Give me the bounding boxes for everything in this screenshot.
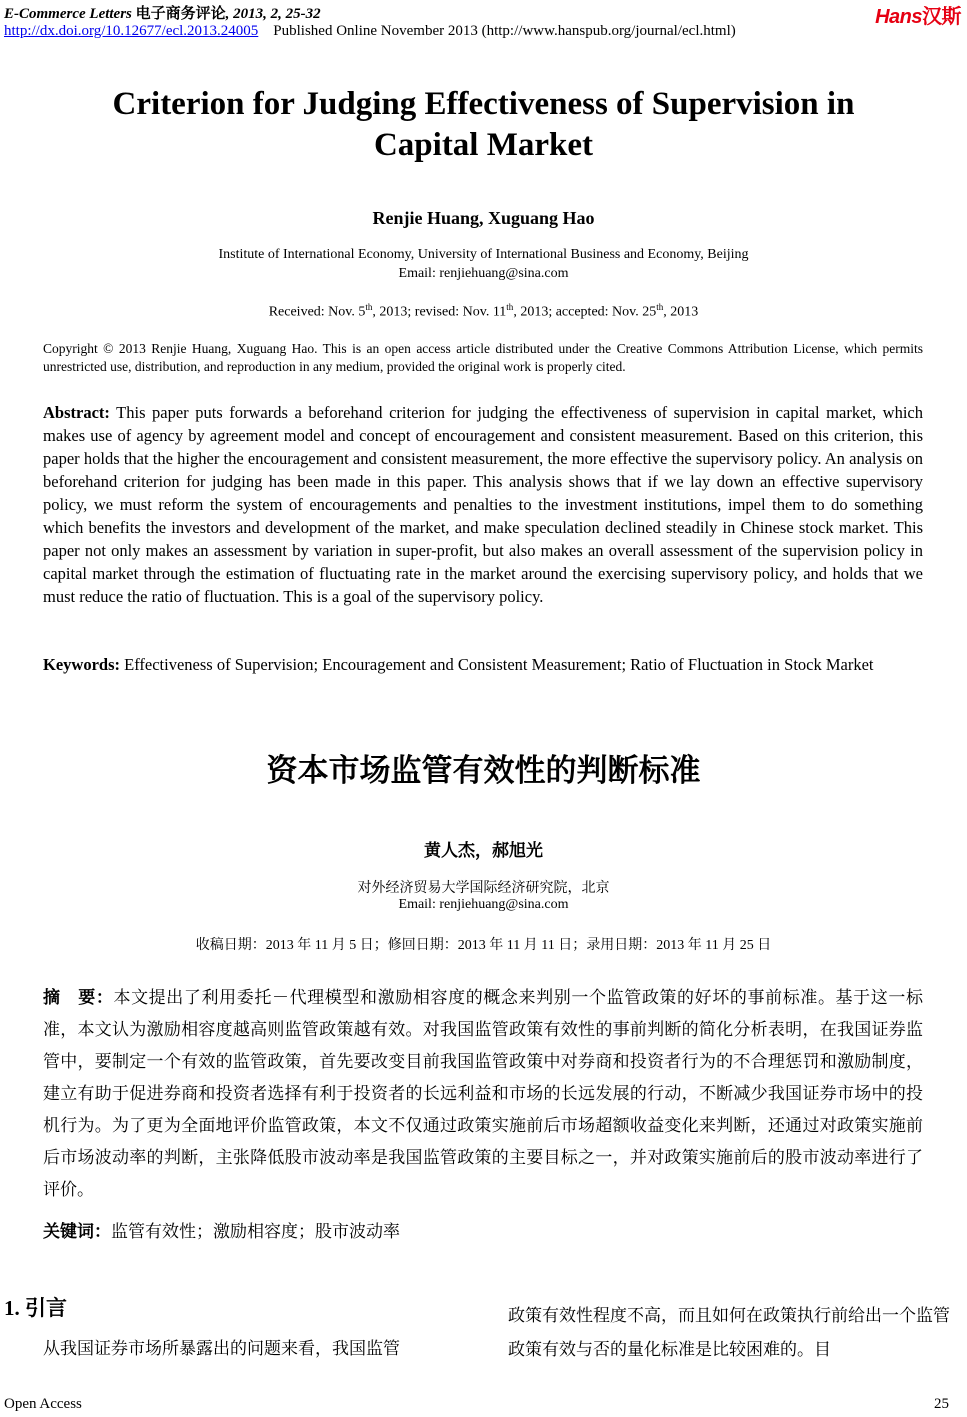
sup: th — [365, 302, 373, 312]
keywords-cn — [43, 1217, 400, 1242]
journal-name: E-Commerce Letters — [4, 6, 132, 22]
received-dates-en — [0, 302, 967, 321]
hans-logo — [875, 0, 961, 29]
title-cn: 资本市场监管有效性的判断标准 — [266, 753, 701, 789]
dates-cn: 收稿日期：2013 年 11 月 5 日；修回日期：2013 年 11 月 11 日；录用日期：2013 年 11 月 25 日 — [195, 938, 772, 953]
abstract-label-cn: 摘 要： — [43, 988, 114, 1007]
affiliation-en: Institute of International Economy, University of International Business and Economy, Beijing — [218, 247, 749, 262]
abstract-label: Abstract: — [43, 403, 110, 422]
logo-text-cn: 汉斯 — [922, 6, 961, 28]
received-text: Received: Nov. 5 — [268, 304, 366, 320]
authors-cn: 黄人杰，郝旭光 — [424, 841, 543, 860]
abstract-en — [43, 401, 923, 608]
sup: th — [656, 302, 664, 312]
abstract-text: This paper puts forwards a beforehand criterion for judging the effectiveness of supervision in capital market, which makes use of agency by agreement model and concept of encouragement and consistent measurement. Based on this criterion, this paper holds that the higher the encouragement and consistent measurement, the more effective the supervisory policy. An analysis on beforehand criterion for judging has been made in this paper. This analysis shows that if we lay down an effective supervisory policy, we must reform the system of encouragements and penalties to the investment institutions, impel them to do something which benefits the investors and development of the market, and make speculation declined steadily in Chinese stock market. This paper not only makes an assessment by variation in super-profit, but also makes an overall assessment of the supervision policy in capital market through the estimation of fluctuating rate in the market around the exercising supervisory policy, and holds that we must reduce the ratio of fluctuation. This is a goal of the supervisory policy. — [43, 403, 923, 606]
title-en-line1: Criterion for Judging Effectiveness of Supervision in — [112, 86, 855, 122]
abstract-text-cn: 本文提出了利用委托－代理模型和激励相容度的概念来判别一个监管政策的好坏的事前标准。基于这一标准，本文认为激励相容度越高则监管政策越有效。对我国监管政策有效性的事前判断的简化分析表明，在我国证券监管中，要制定一个有效的监管政策，首先要改变目前我国监管政策中对券商和投资者行为的不合理惩罚和激励制度，建立有助于促进券商和投资者选择有利于投资者的长远利益和市场的长远发展的行动，不断减少我国证券市场中的投机行为。为了更为全面地评价监管政策，本文不仅通过政策实施前后市场超额收益变化来判断，还通过对政策实施前后市场波动率的判断，主张降低股市波动率是我国监管政策的主要目标之一，并对政策实施前后的股市波动率进行了评价。 — [43, 988, 924, 1199]
sup: th — [506, 302, 514, 312]
copyright-notice: Copyright © 2013 Renjie Huang, Xuguang Hao. This is an open access article distributed under the Creative Commons Attribution License, which permits unrestricted use, distribution, and reproduction in any medium, provided the original work is properly cited. — [43, 341, 923, 374]
keywords-label: Keywords: — [43, 655, 120, 674]
page-number: 25 — [934, 1396, 949, 1412]
body-right-column: 政策有效性程度不高，而且如何在政策执行前给出一个监管政策有效与否的量化标准是比较困难的。目 — [508, 1306, 950, 1359]
logo-text: Hans — [875, 6, 922, 28]
published-info: Published Online November 2013 (http://www.hanspub.org/journal/ecl.html) — [273, 23, 736, 39]
body-left-column: 从我国证券市场所暴露出的问题来看，我国监管 — [43, 1339, 400, 1358]
keywords-en — [43, 653, 923, 676]
abstract-cn — [43, 982, 923, 1206]
year-text: , 2013 — [663, 304, 699, 320]
keywords-label-cn: 关键词： — [43, 1222, 111, 1241]
journal-name-cn: 电子商务评论 — [135, 6, 226, 22]
email-cn: Email: renjiehuang@sina.com — [398, 897, 569, 912]
publication-line — [4, 23, 736, 40]
title-en — [0, 84, 967, 166]
revised-text: , 2013; revised: Nov. 11 — [372, 304, 507, 320]
accepted-text: , 2013; accepted: Nov. 25 — [513, 304, 657, 320]
email-en: Email: renjiehuang@sina.com — [398, 266, 569, 281]
doi-link[interactable]: http://dx.doi.org/10.12677/ecl.2013.24005 — [4, 23, 259, 39]
authors-en: Renjie Huang, Xuguang Hao — [372, 208, 595, 228]
journal-citation: , 2013, 2, 25-32 — [225, 6, 321, 22]
section-heading: 1. 引言 — [4, 1296, 67, 1320]
footer-open-access: Open Access — [4, 1396, 82, 1412]
title-en-line2: Capital Market — [373, 127, 594, 163]
journal-header — [4, 2, 321, 23]
keywords-text: Effectiveness of Supervision; Encouragement and Consistent Measurement; Ratio of Fluctuation in Stock Market — [124, 655, 874, 674]
affiliation-cn: 对外经济贸易大学国际经济研究院，北京 — [357, 881, 610, 896]
keywords-text-cn: 监管有效性；激励相容度；股市波动率 — [111, 1222, 400, 1241]
